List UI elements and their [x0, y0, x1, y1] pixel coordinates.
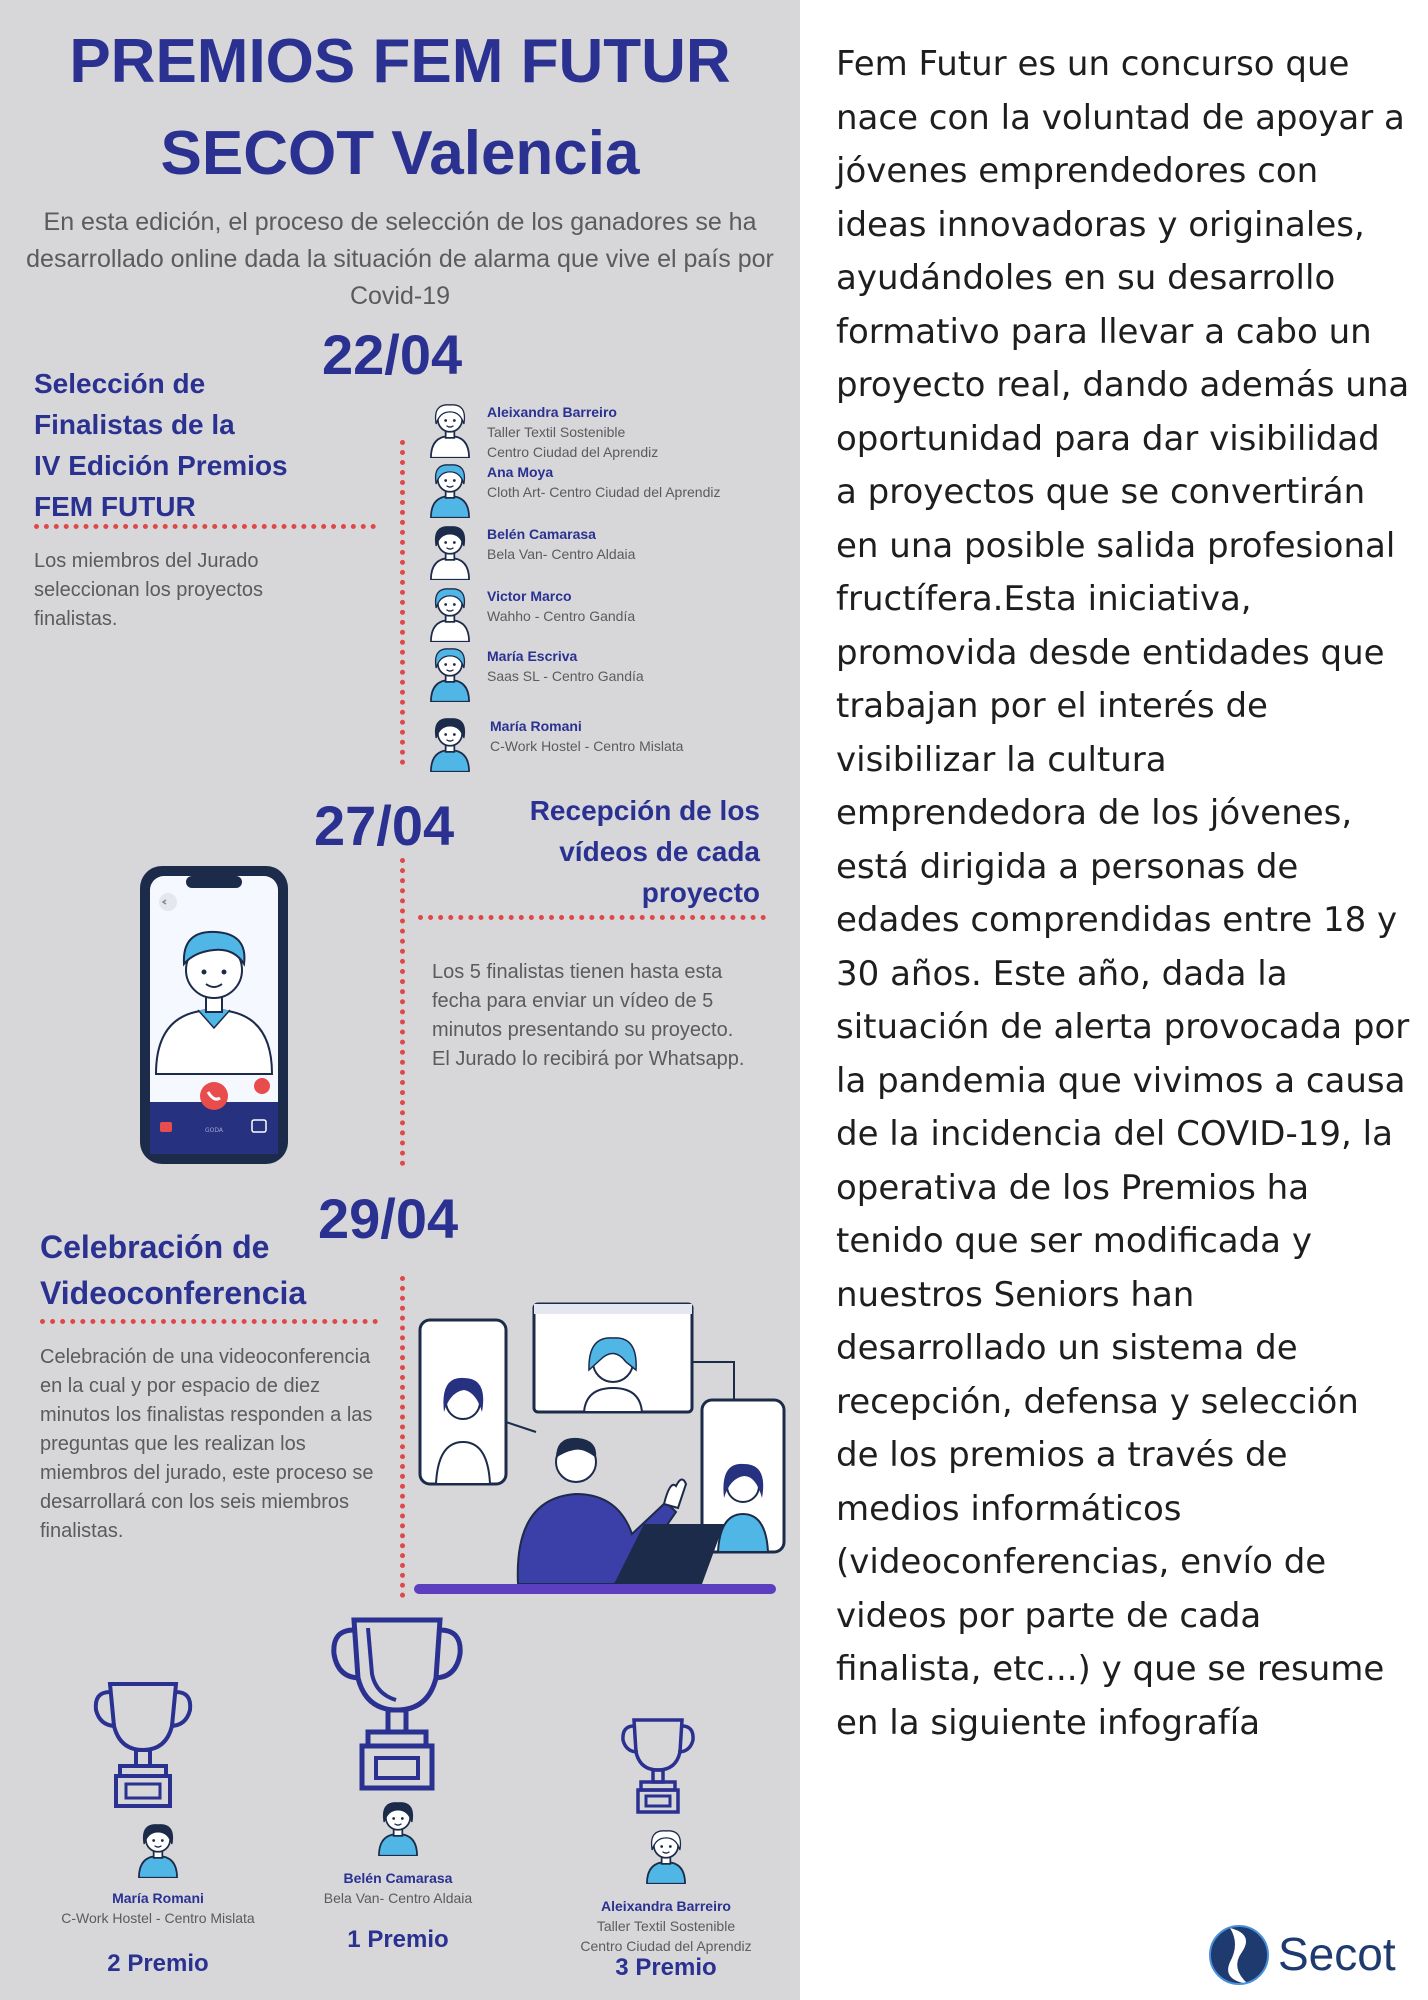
secot-logo-text: Secot: [1278, 1928, 1396, 1980]
prize-label: 2 Premio: [107, 1950, 209, 1977]
finalist-name: María Escriva: [487, 648, 578, 664]
finalist-project: C-Work Hostel - Centro Mislata: [490, 738, 684, 754]
secot-logo: [1208, 1922, 1408, 1988]
description-text: Fem Futur es un concurso que nace con la voluntad de apoyar a jóvenes emprendedores con ideas innovadoras y originales, ayudándoles en su desarrollo formativo para llevar a cabo un proyecto real, dando además una oportunidad para dar visibilidad a proyectos que se convertirán en una posible salida profesional fructífera.Esta iniciativa, promovida desde entidades que trabajan por el interés de visibilizar la cultura emprendedora de los jóvenes, está dirigida a personas de edades comprendidas entre 18 y 30 años. Este año, dada la situación de alerta provocada por la pandemia que vivimos a causa de la incidencia del COVID-19, la operativa de los Premios ha tenido que ser modificada y nuestros Seniors han desarrollado un sistema de recepción, defensa y selección de los premios a través de medios informáticos (videoconferencias, envío de videos por parte de cada finalista, etc...) y que se resume en la siguiente infografía: [836, 44, 1410, 1743]
prize-winner-project: C-Work Hostel - Centro Mislata: [61, 1910, 255, 1926]
finalist-name: Aleixandra Barreiro: [487, 404, 617, 420]
prize-winner-name: Aleixandra Barreiro: [601, 1898, 731, 1914]
step3-divider: [40, 1319, 378, 1324]
avatar-icon: [132, 1818, 184, 1878]
finalist-project: Wahho - Centro Gandía: [487, 608, 636, 624]
avatar-icon: [424, 398, 476, 458]
step1-title: Selección de Finalistas de la IV Edición Premios FEM FUTUR: [34, 368, 288, 522]
prize-winner-project: Bela Van- Centro Aldaia: [323, 1890, 473, 1906]
prize-label: 1 Premio: [347, 1926, 449, 1953]
videoconference-illustration: [414, 1302, 790, 1608]
prize-winner: [278, 1868, 518, 1908]
finalist-name: Victor Marco: [487, 588, 572, 604]
timeline-line-2: [400, 858, 405, 1166]
avatar-icon: [640, 1824, 692, 1884]
prize-label: 3 Premio: [615, 1954, 717, 1981]
timeline-line-3: [400, 1276, 405, 1598]
finalist-project: Cloth Art- Centro Ciudad del Aprendiz: [487, 484, 721, 500]
step2-title: Recepción de los vídeos de cada proyecto: [529, 795, 760, 908]
step2-description: Los 5 finalistas tienen hasta esta fecha para enviar un vídeo de 5 minutos presentando su proyecto. El Jurado lo recibirá por Whatsapp.: [432, 961, 745, 1070]
infographic-title-line2: SECOT Valencia: [160, 119, 640, 188]
avatar-icon: [424, 642, 476, 702]
finalist-project: Saas SL - Centro Gandía: [487, 668, 644, 684]
third-prize-trophy-icon: [620, 1716, 696, 1818]
first-prize-trophy-icon: [330, 1614, 464, 1796]
second-prize-trophy-icon: [92, 1678, 194, 1812]
secot-logo-icon: [1208, 1924, 1270, 1986]
prize-winner-name: Belén Camarasa: [343, 1870, 453, 1886]
avatar-icon: [424, 582, 476, 642]
step1-description: Los miembros del Jurado seleccionan los proyectos finalistas.: [34, 550, 264, 630]
prize-winner-project: Centro Ciudad del Aprendiz: [580, 1938, 752, 1954]
avatar-icon: [424, 520, 476, 580]
prize-winner-project: Taller Textil Sostenible: [596, 1918, 736, 1934]
step2-date: 27/04: [314, 794, 455, 857]
phone-video-illustration: [138, 864, 290, 1170]
step1-divider: [34, 524, 376, 529]
avatar-icon: [424, 712, 476, 772]
step1-date: 22/04: [322, 323, 463, 386]
step3-description: Celebración de una videoconferencia en la cual y por espacio de diez minutos los finalistas responden a las preguntas que les realizan los miembros del jurado, este proceso se desarrollará con los seis miembros finalistas.: [40, 1346, 374, 1542]
intro-text: En esta edición, el proceso de selección de los ganadores se ha desarrollado online dada la situación de alarma que vive el país por Covid-19: [26, 208, 774, 310]
step3-title: Celebración de Videoconferencia: [40, 1229, 307, 1311]
finalist-name: Ana Moya: [487, 464, 554, 480]
step3-date: 29/04: [318, 1187, 459, 1250]
finalist-name: Belén Camarasa: [487, 526, 596, 542]
finalist-name: María Romani: [490, 718, 582, 734]
prize-winner-name: María Romani: [112, 1890, 204, 1906]
timeline-line-1: [400, 440, 405, 765]
prize-winner: [38, 1888, 278, 1928]
prize-winner: [536, 1896, 796, 1956]
infographic-title-line1: PREMIOS FEM FUTUR: [69, 27, 731, 96]
description-column: [800, 0, 1428, 2000]
finalist-project: Taller Textil Sostenible: [487, 424, 626, 440]
finalist-project: Bela Van- Centro Aldaia: [487, 546, 636, 562]
avatar-icon: [372, 1796, 424, 1856]
svg-text:GODA: GODA: [205, 1127, 223, 1134]
finalist-project: Centro Ciudad del Aprendiz: [487, 444, 659, 460]
avatar-icon: [424, 458, 476, 518]
step2-divider: [418, 915, 766, 920]
